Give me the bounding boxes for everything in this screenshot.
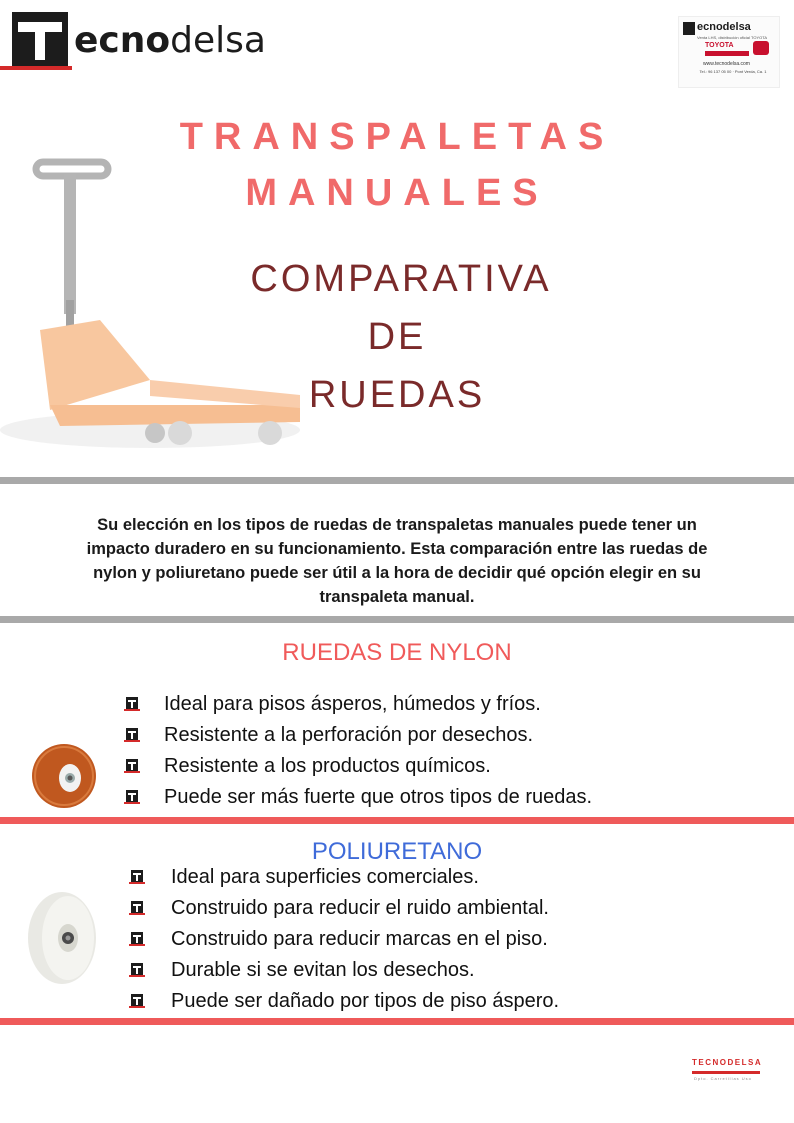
divider-pu-end xyxy=(0,1018,794,1025)
main-title-line1: TRANSPALETAS xyxy=(179,116,615,158)
divider-top xyxy=(0,477,794,484)
bullet-logo-icon xyxy=(131,870,143,884)
logo-mark xyxy=(12,12,68,70)
bullet-logo-icon xyxy=(126,790,138,804)
bullet-logo-icon xyxy=(131,994,143,1008)
divider-middle xyxy=(0,616,794,623)
logo-underline xyxy=(0,66,72,70)
card-red-bar xyxy=(705,51,749,56)
divider-nylon-end xyxy=(0,817,794,824)
card-brand: ecnodelsa xyxy=(697,21,751,33)
polyurethane-section-title: POLIURETANO xyxy=(311,838,483,865)
footer-brand: TECNODELSA xyxy=(692,1058,763,1067)
bullet-logo-icon xyxy=(131,932,143,946)
subtitle-line2: DE xyxy=(367,316,427,358)
nylon-section-title: RUEDAS DE NYLON xyxy=(282,639,512,666)
footer-tagline: Dpto. Carretillas Uso xyxy=(694,1076,752,1081)
footer-red-bar xyxy=(692,1071,760,1074)
footer-logo xyxy=(690,1052,762,1092)
polyurethane-wheel-image xyxy=(22,890,100,986)
subtitle-line1: COMPARATIVA xyxy=(250,258,552,300)
dealer-card xyxy=(678,16,780,88)
card-address: Tel.: 96 137 05 00 · Pont Verda, Ca. 1 xyxy=(699,69,767,74)
card-url: www.tecnodelsa.com xyxy=(703,61,750,67)
bullet-logo-icon xyxy=(126,728,138,742)
logo-wordmark: ecnodelsa xyxy=(74,20,266,61)
card-logo-icon xyxy=(683,22,695,35)
bullet-logo-icon xyxy=(126,759,138,773)
card-tagline: Venta LHS, distribución oficial TOYOTA xyxy=(697,35,768,40)
main-title-line2: MANUALES xyxy=(245,172,549,214)
bullet-logo-icon xyxy=(131,901,143,915)
card-partner: TOYOTA xyxy=(705,42,734,49)
bullet-logo-icon xyxy=(126,697,138,711)
nylon-wheel-image xyxy=(30,742,98,810)
subtitle-line3: RUEDAS xyxy=(308,374,486,416)
intro-paragraph: Su elección en los tipos de ruedas de transpaletas manuales puede tener un impacto duradero en su funcionamiento. Esta comparación entre las ruedas de nylon y poliuretano puede ser útil a la hora de decidir qué opción elegir en su transpaleta manual. xyxy=(86,516,708,606)
card-badge-icon xyxy=(753,41,769,55)
bullet-logo-icon xyxy=(131,963,143,977)
